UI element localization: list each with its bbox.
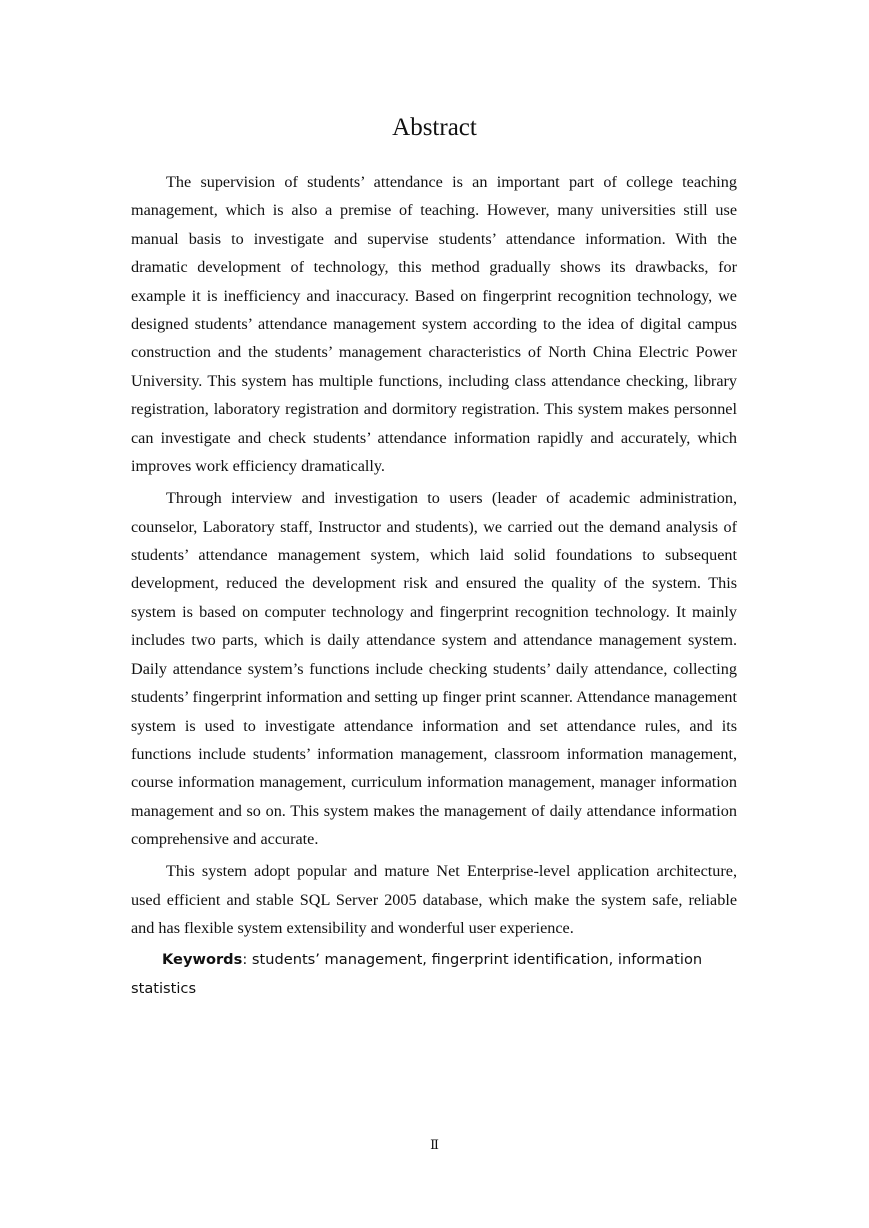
abstract-paragraph-1: The supervision of students’ attendance is an important part of college teaching management, which is also a premise of teaching. However, many universities still use manual basis to investigate and supervise students’ attendance information. With the dramatic development of technology, this method gradually shows its drawbacks, for example it is inefficiency and inaccuracy. Based on fingerprint recognition technology, we designed students’ attendance management system according to the idea of digital campus construction and the students’ management characteristics of North China Electric Power University. This system has multiple functions, including class attendance checking, library registration, laboratory registration and dormitory registration. This system makes personnel can investigate and check students’ attendance information rapidly and accurately, which improves work efficiency dramatically. [131, 173, 737, 476]
keywords-text: students’ management, fingerprint identification, information statistics [131, 951, 703, 997]
abstract-paragraph-2: Through interview and investigation to users (leader of academic administration, counselor, Laboratory staff, Instructor and students), we carried out the demand analysis of students’ attendance management system, which laid solid foundations to subsequent development, reduced the development risk and ensured the quality of the system. This system is based on computer technology and fingerprint recognition technology. It mainly includes two parts, which is daily attendance system and attendance management system. Daily attendance system’s functions include checking students’ daily attendance, collecting students’ fingerprint information and setting up finger print scanner. Attendance management system is used to investigate attendance information and set attendance rules, and its functions include students’ information management, classroom information management, course information management, curriculum information management, manager information management and so on. This system makes the management of daily attendance information comprehensive and accurate. [131, 489, 737, 849]
page-title: Abstract [392, 114, 477, 141]
keywords-separator: : [242, 951, 252, 969]
abstract-body [131, 168, 737, 1003]
page-number: Ⅱ [430, 1138, 439, 1153]
keywords-label: Keywords [162, 951, 243, 969]
abstract-paragraph-3: This system adopt popular and mature Net Enterprise-level application architecture, used efficient and stable SQL Server 2005 database, which make the system safe, reliable and has flexible system extensibility and wonderful user experience. [131, 862, 737, 938]
keywords-line [131, 946, 737, 1003]
